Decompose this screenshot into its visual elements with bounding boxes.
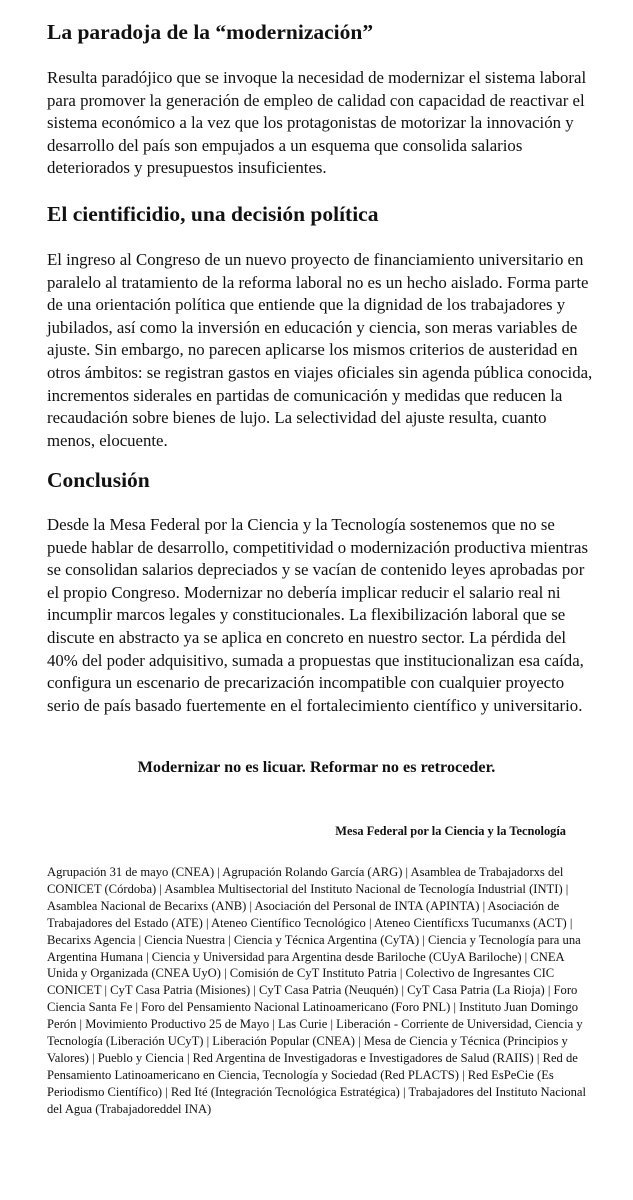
signature: Mesa Federal por la Ciencia y la Tecnología xyxy=(335,824,566,838)
section-text-cientificidio: El ingreso al Congreso de un nuevo proyecto de financiamiento universitario en paralelo al tratamiento de la reforma laboral no es un hecho aislado. Forma parte de una orientación política que entiende que la dignidad de los trabajadores y jubilados, así como la inversión en educación y ciencia, son meras variables de ajuste. Sin embargo, no parecen aplicarse los mismos criterios de austeridad en otros ámbitos: se registran gastos en viajes oficiales sin agenda pública conocida, incrementos siderales en partidas de comunicación y medidas que reducen la recaudación sobre bienes de lujo. La selectividad del ajuste resulta, cuanto menos, elocuente. xyxy=(47,250,593,450)
section-text-conclusion: Desde la Mesa Federal por la Ciencia y la Tecnología sostenemos que no se puede hablar de desarrollo, competitividad o modernización productiva mientras se consolidan salarios depreciados y se vacían de contenido leyes aprobadas por el propio Congreso. Modernizar no debería implicar reducir el salario real ni incumplir marcos legales y constitucionales. La flexibilización laboral que se discute en abstracto ya se aplica en concreto en nuestro sector. La pérdida del 40% del poder adquisitivo, sumada a propuestas que institucionalizan esa caída, configura un escenario de precarización incompatible con cualquier proyecto serio de país basado fuertemente en el fortalecimiento científico y universitario. xyxy=(47,515,589,715)
slogan: Modernizar no es licuar. Reformar no es retroceder. xyxy=(137,758,496,776)
section-heading-conclusion: Conclusión xyxy=(47,468,150,492)
section-text-paradoja: Resulta paradójico que se invoque la necesidad de modernizar el sistema laboral para promover la generación de empleo de calidad con capacidad de reactivar el sistema económico a la vez que los protagonistas de motorizar la innovación y desarrollo del país son empujados a un esquema que consolida salarios deteriorados y presupuestos insuficientes. xyxy=(47,68,587,178)
section-heading-cientificidio: El cientificidio, una decisión política xyxy=(47,202,379,226)
section-heading-paradoja: La paradoja de la “modernización” xyxy=(47,20,374,44)
organizations-list: Agrupación 31 de mayo (CNEA) | Agrupación Rolando García (ARG) | Asamblea de Trabajadorxs del CONICET (Córdoba) | Asamblea Multisectorial del Instituto Nacional de Tecnología Industrial (INTI) | Asamblea Nacional de Becarixs (ANB) | Asociación del Personal de INTA (APINTA) | Asociación de Trabajadores del Estado (ATE) | Ateneo Científico Tecnológico | Ateneo Científicxs Tucumanxs (ACT) | Becarixs Agencia | Ciencia Nuestra | Ciencia y Técnica Argentina (CyTA) | Ciencia y Tecnología para una Argentina Humana | Ciencia y Universidad para Argentina desde Bariloche (CUyA Bariloche) | CNEA Unida y Organizada (CNEA UyO) | Comisión de CyT Instituto Patria | Colectivo de Ingresantes CIC CONICET | CyT Casa Patria (Misiones) | CyT Casa Patria (Neuquén) | CyT Casa Patria (La Rioja) | Foro Ciencia Santa Fe | Foro del Pensamiento Nacional Latinoamericano (Foro PNL) | Instituto Juan Domingo Perón | Movimiento Productivo 25 de Mayo | Las Curie | Liberación - Corriente de Universidad, Ciencia y Tecnología (Liberación UCyT) | Liberación Popular (CNEA) | Mesa de Ciencia y Técnica (Principios y Valores) | Pueblo y Ciencia | Red Argentina de Investigadoras e Investigadores de Salud (RAIIS) | Red de Pensamiento Latinoamericano en Ciencia, Tecnología y Sociedad (Red PLACTS) | Red EsPeCie (Es Periodismo Científico) | Red Ité (Integración Tecnológica Estratégica) | Trabajadores del Instituto Nacional del Agua (Trabajadoreddel INA) xyxy=(47,865,587,1116)
